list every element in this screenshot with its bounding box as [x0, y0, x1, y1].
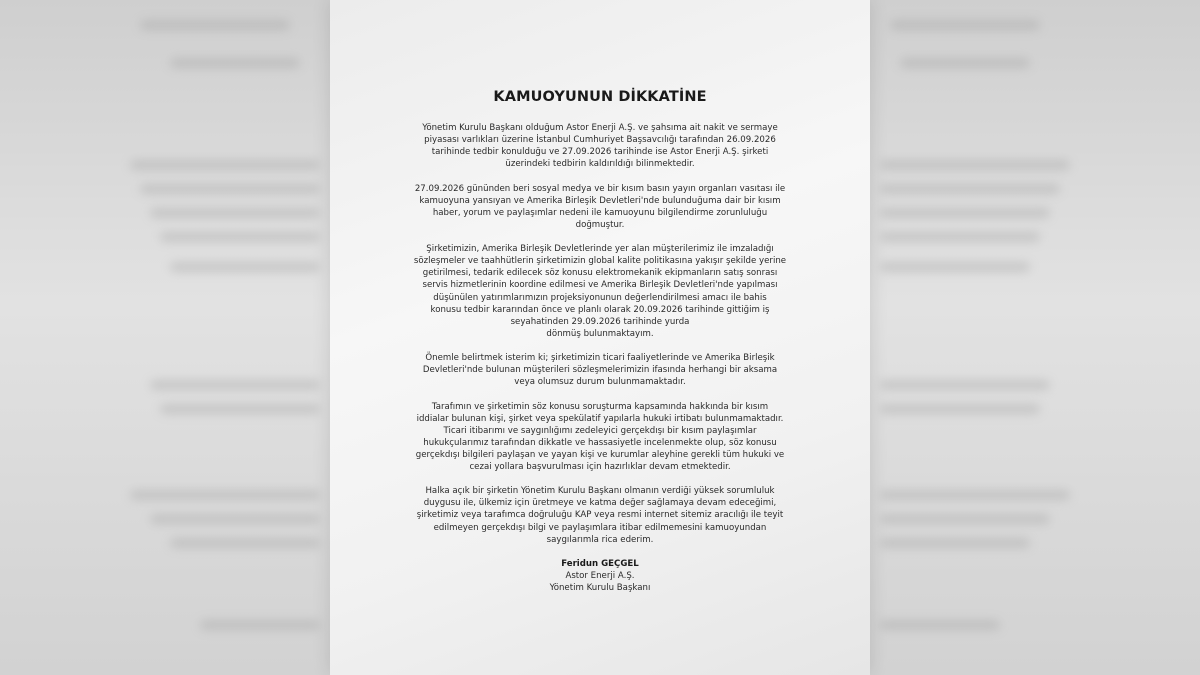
announcement-title: KAMUOYUNUN DİKKATİNE: [493, 89, 707, 105]
paragraph: 27.09.2026 gününden beri sosyal medya ve bir kısım basın yayın organları vasıtası ile kamuoyuna yansıyan ve Amerika Birleşik Devletleri'nde bulunduğuma dair bir kısım haber, yorum ve paylaşımlar nedeni ile kamuoyunu bilgilendirme zorunluluğu doğmuştur.: [414, 183, 786, 230]
paragraph: Önemle belirtmek isterim ki; şirketimizin ticari faaliyetlerinde ve Amerika Birleşik Devletleri'nde bulunan müşterileri sözleşmelerimizin ifasında herhangi bir aksama veya olumsuz durum bulunmamaktadır.: [422, 353, 778, 388]
paragraph: Yönetim Kurulu Başkanı olduğum Astor Enerji A.Ş. ve şahsıma ait nakit ve sermaye piyasası varlıkları üzerine İstanbul Cumhuriyet Başsavcılığı tarafından 26.09.2026 tarihinde tedbir konulduğu ve 27.09.2026 tarihinde ise Astor Enerji A.Ş. şirketi üzerindeki tedbirin kaldırıldığı bilinmektedir.: [422, 123, 778, 170]
signatory-role: Yönetim Kurulu Başkanı: [549, 583, 651, 594]
blurred-background-left: [0, 0, 330, 675]
signatory-name: Feridun GEÇGEL: [561, 558, 639, 569]
blurred-background-right: [870, 0, 1200, 675]
signature-block: [370, 558, 830, 594]
paragraph: Tarafımın ve şirketimin söz konusu soruşturma kapsamında hakkında bir kısım iddialar bulunan kişi, şirket veya spekülatif yapılarla hukuki irtibatı bulunmamaktadır. Ticari itibarımı ve saygınlığımı zedeleyici gerçekdışı bir kısım paylaşımlar hukukçularımız tarafından dikkatle ve hassasiyetle incelenmekte olup, söz konusu gerçekdışı bilgileri paylaşan ve yayan kişi ve kurumlar aleyhine gerekli tüm hukuki ve cezai yollara başvurulması için hazırlıklar devam etmektedir.: [415, 401, 785, 472]
announcement-document: [330, 0, 870, 675]
signatory-company: Astor Enerji A.Ş.: [565, 571, 635, 582]
paragraph: Şirketimizin, Amerika Birleşik Devletlerinde yer alan müşterilerimiz ile imzaladığı sözleşmeler ve taahhütlerin şirketimizin global kalite politikasına yakışır şekilde yerine getirilmesi, tedarik edilecek söz konusu elektromekanik ekipmanların satış sonrası servis hizmetlerinin koordine edilmesi ve Amerika Birleşik Devletleri'nde yapılması düşünülen yatırımlarımızın projeksiyonunun değerlendirilmesi amacı ile bahis konusu tedbir kararından önce ve planlı olarak 20.09.2026 tarihinde gittiğim iş seyahatinden 29.09.2026 tarihinde yurda dönmüş bulunmaktayım.: [413, 244, 787, 339]
announcement-body: [370, 122, 830, 594]
paragraph: Halka açık bir şirketin Yönetim Kurulu Başkanı olmanın verdiği yüksek sorumluluk duygusu ile, ülkemiz için üretmeye ve katma değer sağlamaya devam edeceğimi, şirketimiz veya tarafımca doğruluğu KAP veya resmi internet sitemiz aracılığı ile teyit edilmeyen gerçekdışı bilgi ve paylaşımlara itibar edilmemesini kamuoyundan saygılarımla rica ederim.: [416, 486, 784, 545]
